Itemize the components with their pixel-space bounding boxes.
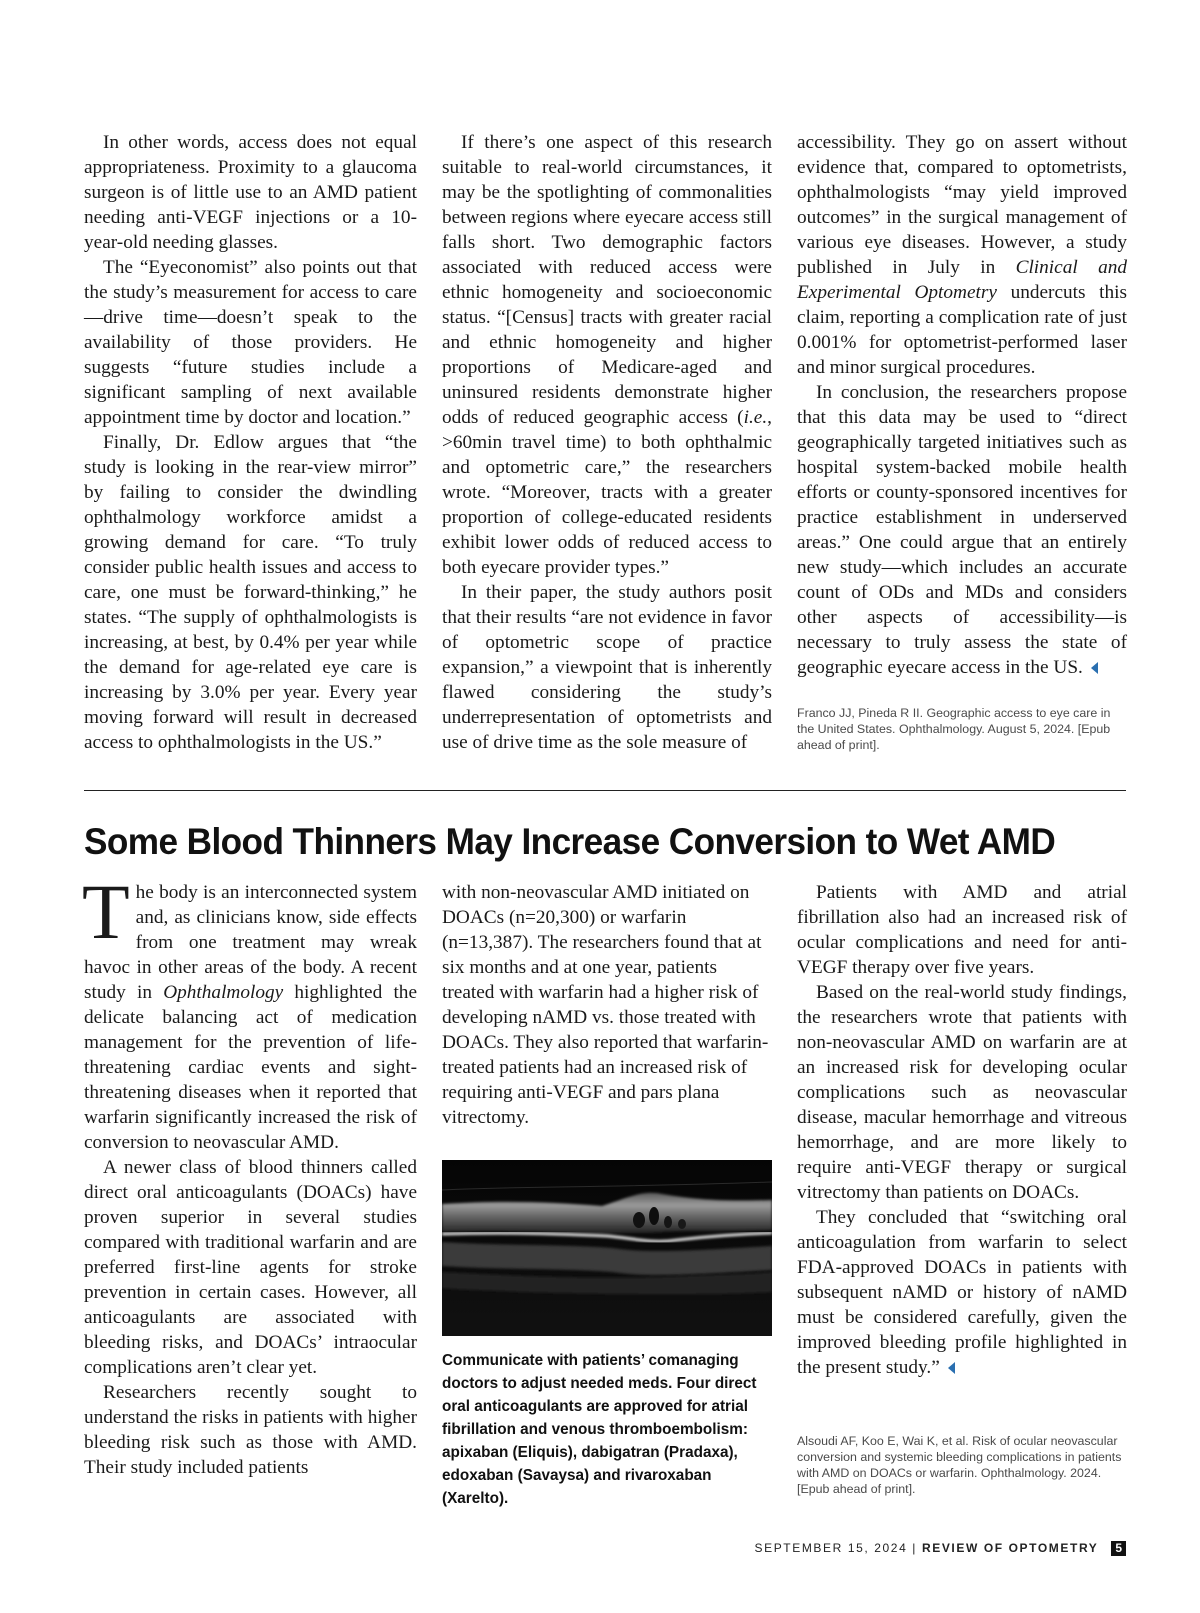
bottom-article-reference: Alsoudi AF, Koo E, Wai K, et al. Risk of ocular neovascular conversion and systemic bleeding complications in patients with AMD on DOACs or warfarin. Ophthalmology. 2024. [Epub ahead of print]. xyxy=(797,1434,1122,1496)
journal-title: Ophthalmology xyxy=(163,982,284,1003)
paragraph: Researchers recently sought to understand the risks in patients with higher bleeding risk such as those with AMD. Their study included patients xyxy=(84,1382,417,1478)
paragraph: A newer class of blood thinners called direct oral anticoagulants (DOACs) have proven superior in several studies compared with traditional warfarin and are preferred first-line agents for stroke prevention in certain cases. However, all anticoagulants are associated with bleeding risks, and DOACs’ intraocular complications aren’t clear yet. xyxy=(84,1157,417,1378)
magazine-name: REVIEW OF OPTOMETRY xyxy=(921,1541,1099,1555)
paragraph: In conclusion, the researchers propose that this data may be used to “direct geographically targeted initiatives such as hospital system-backed mobile health efforts or county-sponsored incentives for practice establishment in underserved areas.” One could argue that an entirely new study—which includes an accurate count of ODs and MDs and considers other aspects of accessibility—is necessary to truly assess the state of geographic eyecare access in the US. xyxy=(797,382,1127,678)
paragraph: The body is an interconnected system and, as clinicians know, side effects from one treatment may wreak havoc in other areas of the body. A recent study in Ophthalmology highlighted the delicate balancing act of medication management for the prevention of life-threatening cardiac events and sight-threatening diseases when it reported that warfarin significantly increased the risk of conversion to neovascular AMD. xyxy=(82,868,418,1153)
paragraph: The “Eyeconomist” also points out that the study’s measurement for access to care—drive time—doesn’t speak to the availability of those providers. He suggests “future studies include a significant sampling of next available appointment time by doctor and location.” xyxy=(84,257,417,428)
article-headline: Some Blood Thinners May Increase Conversion to Wet AMD xyxy=(84,821,1056,862)
paragraph: In other words, access does not equal appropriateness. Proximity to a glaucoma surgeon is of little use to an AMD patient needing anti-VEGF injections or a 10-year-old needing glasses. xyxy=(84,132,417,253)
page-footer xyxy=(754,1540,1126,1556)
ie-abbreviation: i.e. xyxy=(743,407,768,428)
oct-retinal-scan-image xyxy=(442,1160,772,1336)
image-caption: Communicate with patients’ comanaging doctors to adjust needed meds. Four direct oral anticoagulants are approved for atrial fibrillation and venous thromboembolism: apixaban (Eliquis), dabigatran (Pradaxa), edoxaban (Savaysa) and rivaroxaban (Xarelto). xyxy=(442,1352,757,1507)
paragraph: They concluded that “switching oral anticoagulation from warfarin to select FDA-approved DOACs in patients with subsequent nAMD or history of nAMD must be considered carefully, given the improved bleeding profile highlighted in the present study.” xyxy=(797,1207,1127,1378)
drop-cap: T xyxy=(82,868,130,955)
paragraph: with non-neovascular AMD initiated on DOACs (n=20,300) or warfarin (n=13,387). The researchers found that at six months and at one year, patients treated with warfarin had a higher risk of developing nAMD vs. those treated with DOACs. They also reported that warfarin-treated patients had an increased risk of requiring anti-VEGF and pars plana vitrectomy. xyxy=(442,882,769,1128)
top-article-reference: Franco JJ, Pineda R II. Geographic access to eye care in the United States. Ophthalmology. August 5, 2024. [Epub ahead of print]. xyxy=(797,706,1111,752)
bottom-article-column-2 xyxy=(442,880,772,1130)
page-number: 5 xyxy=(1111,1541,1126,1556)
paragraph: If there’s one aspect of this research suitable to real-world circumstances, it may be the spotlighting of commonalities between regions where eyecare access still falls short. Two demographic factors associated with reduced access were ethnic homogeneity and socioeconomic status. “[Census] tracts with greater racial and ethnic homogeneity and higher proportions of Medicare-aged and uninsured residents demonstrate higher odds of reduced geographic access (i.e., >60min travel time) to both ophthalmic and optometric care,” the researchers wrote. “Moreover, tracts with a greater proportion of college-educated residents exhibit lower odds of reduced access to both eyecare provider types.” xyxy=(442,132,772,578)
section-divider xyxy=(84,790,1126,791)
footer-separator: | xyxy=(912,1541,918,1555)
top-article-column-2 xyxy=(442,130,772,755)
bottom-article-column-1 xyxy=(82,868,418,1480)
bottom-article-column-3 xyxy=(797,880,1127,1380)
top-article-column-1 xyxy=(84,130,417,755)
paragraph: Based on the real-world study findings, the researchers wrote that patients with non-neovascular AMD on warfarin are at an increased risk for developing ocular complications such as neovascular disease, macular hemorrhage and vitreous hemorrhage, and are more likely to require anti-VEGF therapy or surgical vitrectomy than patients on DOACs. xyxy=(797,982,1127,1203)
end-of-article-triangle-icon xyxy=(1091,662,1098,674)
oct-scan-graphic xyxy=(442,1160,772,1336)
paragraph: Patients with AMD and atrial fibrillation also had an increased risk of ocular complications and need for anti-VEGF therapy over five years. xyxy=(797,882,1127,978)
issue-date: SEPTEMBER 15, 2024 xyxy=(754,1541,908,1555)
top-article-column-3 xyxy=(797,130,1127,680)
paragraph: In their paper, the study authors posit that their results “are not evidence in favor of optometric scope of practice expansion,” a viewpoint that is inherently flawed considering the study’s underrepresentation of optometrists and use of drive time as the sole measure of xyxy=(442,582,772,753)
paragraph: Finally, Dr. Edlow argues that “the study is looking in the rear-view mirror” by failing to consider the dwindling ophthalmology workforce amidst a growing demand for care. “To truly consider public health issues and access to care, one must be forward-thinking,” he states. “The supply of ophthalmologists is increasing, at best, by 0.4% per year while the demand for age-related eye care is increasing by 3.0% per year. Every year moving forward will result in decreased access to ophthalmologists in the US.” xyxy=(84,432,417,753)
paragraph: accessibility. They go on assert without evidence that, compared to optometrists, ophthalmologists “may yield improved outcomes” in the surgical management of various eye diseases. However, a study published in July in Clinical and Experimental Optometry undercuts this claim, reporting a complication rate of just 0.001% for optometrist-performed laser and minor surgical procedures. xyxy=(797,132,1127,378)
journal-title: Clinical and Experimental Optometry xyxy=(797,257,1127,303)
end-of-article-triangle-icon xyxy=(948,1362,955,1374)
